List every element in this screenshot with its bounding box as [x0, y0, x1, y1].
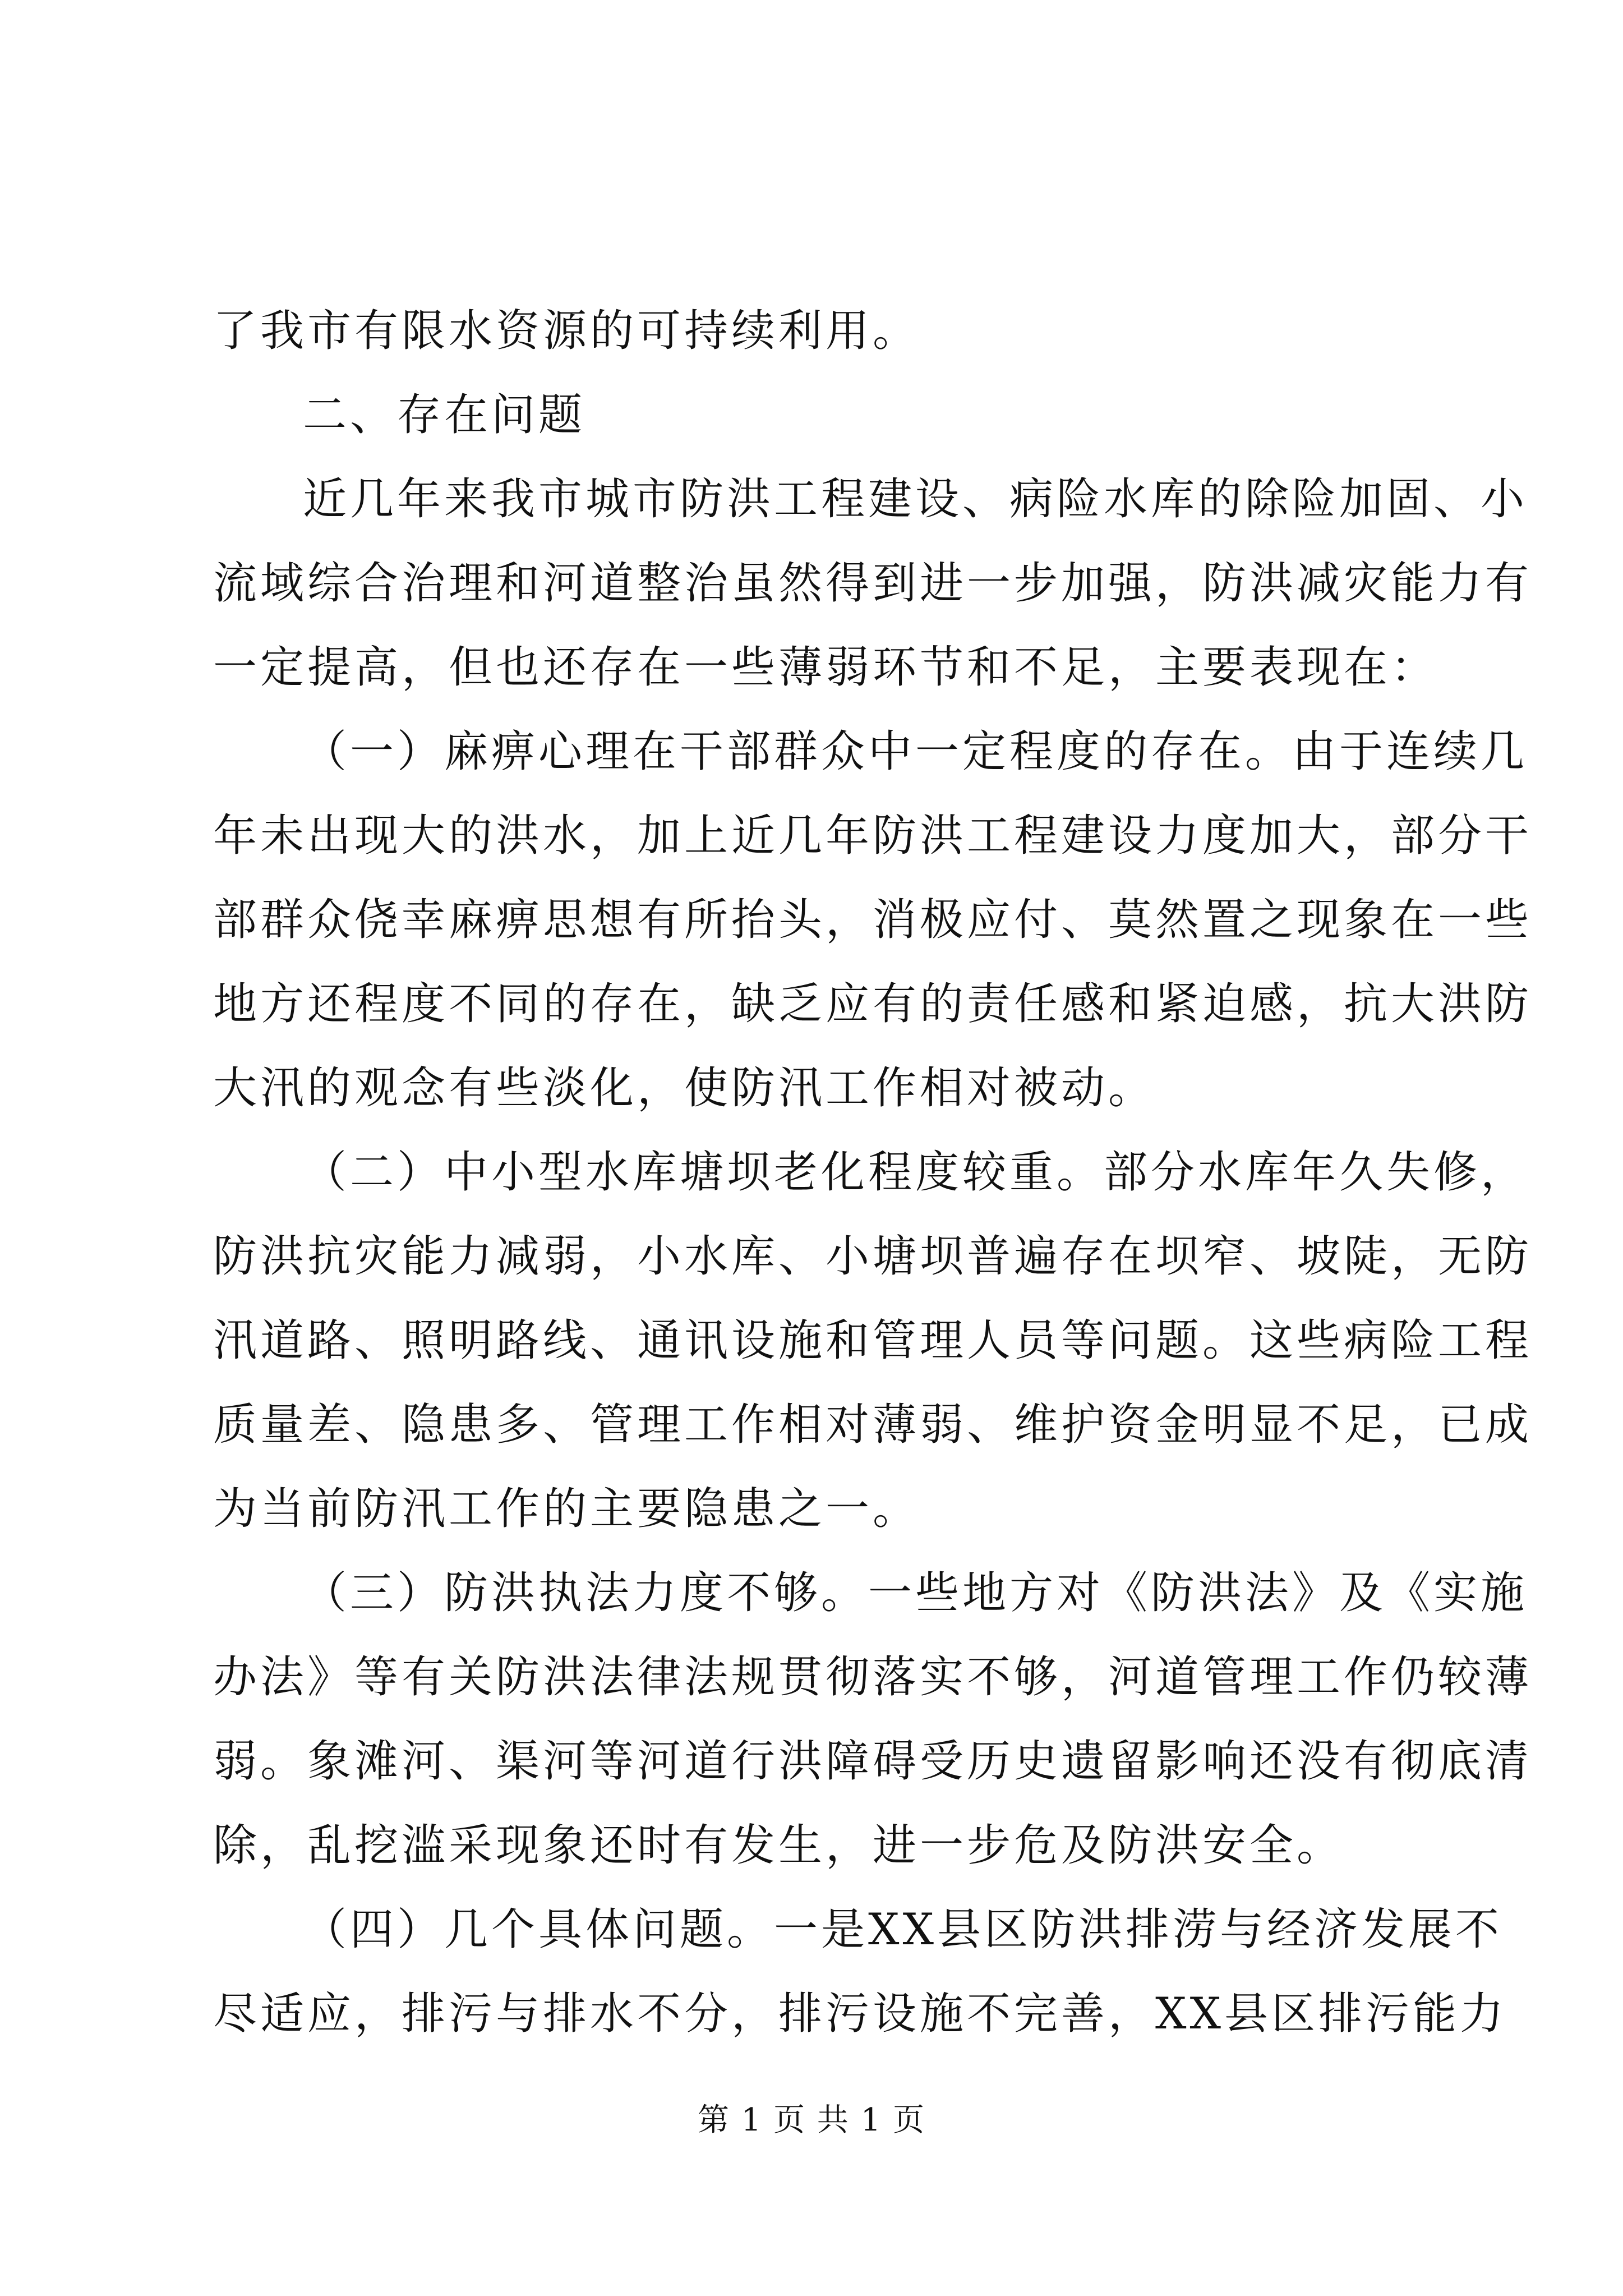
text-line: （三）防洪执法力度不够。一些地方对《防洪法》及《实施	[303, 1568, 1528, 1618]
text-line: （二）中小型水库塘坝老化程度较重。部分水库年久失修，	[303, 1147, 1528, 1198]
page-number-footer: 第 1 页 共 1 页	[697, 2102, 926, 2138]
text-line: 汛道路、照明路线、通讯设施和管理人员等问题。这些病险工程	[213, 1315, 1533, 1366]
text-line: 尽适应，排污与排水不分，排污设施不完善，XX县区排污能力	[213, 1989, 1507, 2039]
text-line: 部群众侥幸麻痹思想有所抬头，消极应付、莫然置之现象在一些	[213, 895, 1533, 945]
text-line: 流域综合治理和河道整治虽然得到进一步加强，防洪减灾能力有	[213, 558, 1533, 609]
text-line: 了我市有限水资源的可持续利用。	[213, 306, 920, 356]
text-line: 办法》等有关防洪法律法规贯彻落实不够，河道管理工作仍较薄	[213, 1652, 1533, 1703]
text-line: 一定提高，但也还存在一些薄弱环节和不足，主要表现在：	[213, 642, 1438, 693]
text-line: 大汛的观念有些淡化，使防汛工作相对被动。	[213, 1063, 1156, 1114]
text-line: 年未出现大的洪水，加上近几年防洪工程建设力度加大，部分干	[213, 811, 1533, 861]
text-line: 弱。象滩河、渠河等河道行洪障碍受历史遗留影响还没有彻底清	[213, 1736, 1533, 1787]
text-line: 为当前防汛工作的主要隐患之一。	[213, 1484, 920, 1534]
text-line: 地方还程度不同的存在，缺乏应有的责任感和紧迫感，抗大洪防	[213, 979, 1533, 1029]
text-line: 除，乱挖滥采现象还时有发生，进一步危及防洪安全。	[213, 1820, 1344, 1871]
text-line: （四）几个具体问题。一是XX县区防洪排涝与经济发展不	[303, 1904, 1503, 1955]
text-line: 质量差、隐患多、管理工作相对薄弱、维护资金明显不足，已成	[213, 1400, 1533, 1450]
text-line: 防洪抗灾能力减弱，小水库、小塘坝普遍存在坝窄、坡陡，无防	[213, 1231, 1533, 1282]
text-line: （一）麻痹心理在干部群众中一定程度的存在。由于连续几	[303, 726, 1528, 777]
text-line: 近几年来我市城市防洪工程建设、病险水库的除险加固、小	[303, 474, 1528, 524]
section-heading: 二、存在问题	[303, 390, 586, 440]
